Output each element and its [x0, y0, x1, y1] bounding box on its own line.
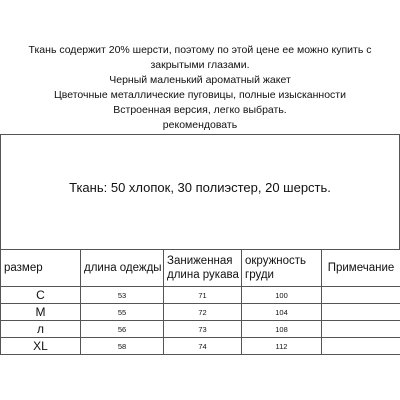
description-line: Ткань содержит 20% шерсти, поэтому по этой цене ее можно купить с закрытыми глазами.	[28, 44, 372, 71]
cell-length: 55	[81, 304, 164, 321]
table-row	[1, 321, 400, 338]
table-row	[1, 304, 400, 321]
table-row	[1, 338, 400, 355]
description-line: Черный маленький ароматный жакет	[109, 74, 291, 86]
header-sleeve: Заниженная длина рукава	[164, 250, 242, 287]
cell-sleeve: 72	[164, 304, 242, 321]
header-note: Примечание	[322, 250, 400, 287]
description-line: Встроенная версия, легко выбрать.	[113, 104, 287, 116]
cell-length: 53	[81, 287, 164, 304]
cell-chest: 104	[242, 304, 322, 321]
description-line: рекомендовать	[162, 119, 238, 131]
cell-note	[322, 338, 400, 355]
cell-sleeve: 71	[164, 287, 242, 304]
cell-size: М	[1, 304, 81, 321]
table-row	[1, 287, 400, 304]
cell-size: С	[1, 287, 81, 304]
header-length: длина одежды	[81, 250, 164, 287]
cell-chest: 112	[242, 338, 322, 355]
cell-chest: 108	[242, 321, 322, 338]
cell-length: 58	[81, 338, 164, 355]
size-table	[0, 249, 400, 355]
header-size: размер	[1, 250, 81, 287]
cell-note	[322, 321, 400, 338]
cell-size: л	[1, 321, 81, 338]
size-table-header-row	[1, 250, 400, 287]
cell-size: XL	[1, 338, 81, 355]
cell-chest: 100	[242, 287, 322, 304]
cell-sleeve: 74	[164, 338, 242, 355]
cell-sleeve: 73	[164, 321, 242, 338]
cell-note	[322, 304, 400, 321]
product-description	[0, 43, 400, 133]
fabric-composition-text: Ткань: 50 хлопок, 30 полиэстер, 20 шерсть.	[69, 180, 331, 195]
description-line: Цветочные металлические пуговицы, полные изысканности	[54, 89, 346, 101]
cell-length: 56	[81, 321, 164, 338]
fabric-composition-box	[0, 134, 400, 250]
header-chest: окружность груди	[242, 250, 322, 287]
cell-note	[322, 287, 400, 304]
